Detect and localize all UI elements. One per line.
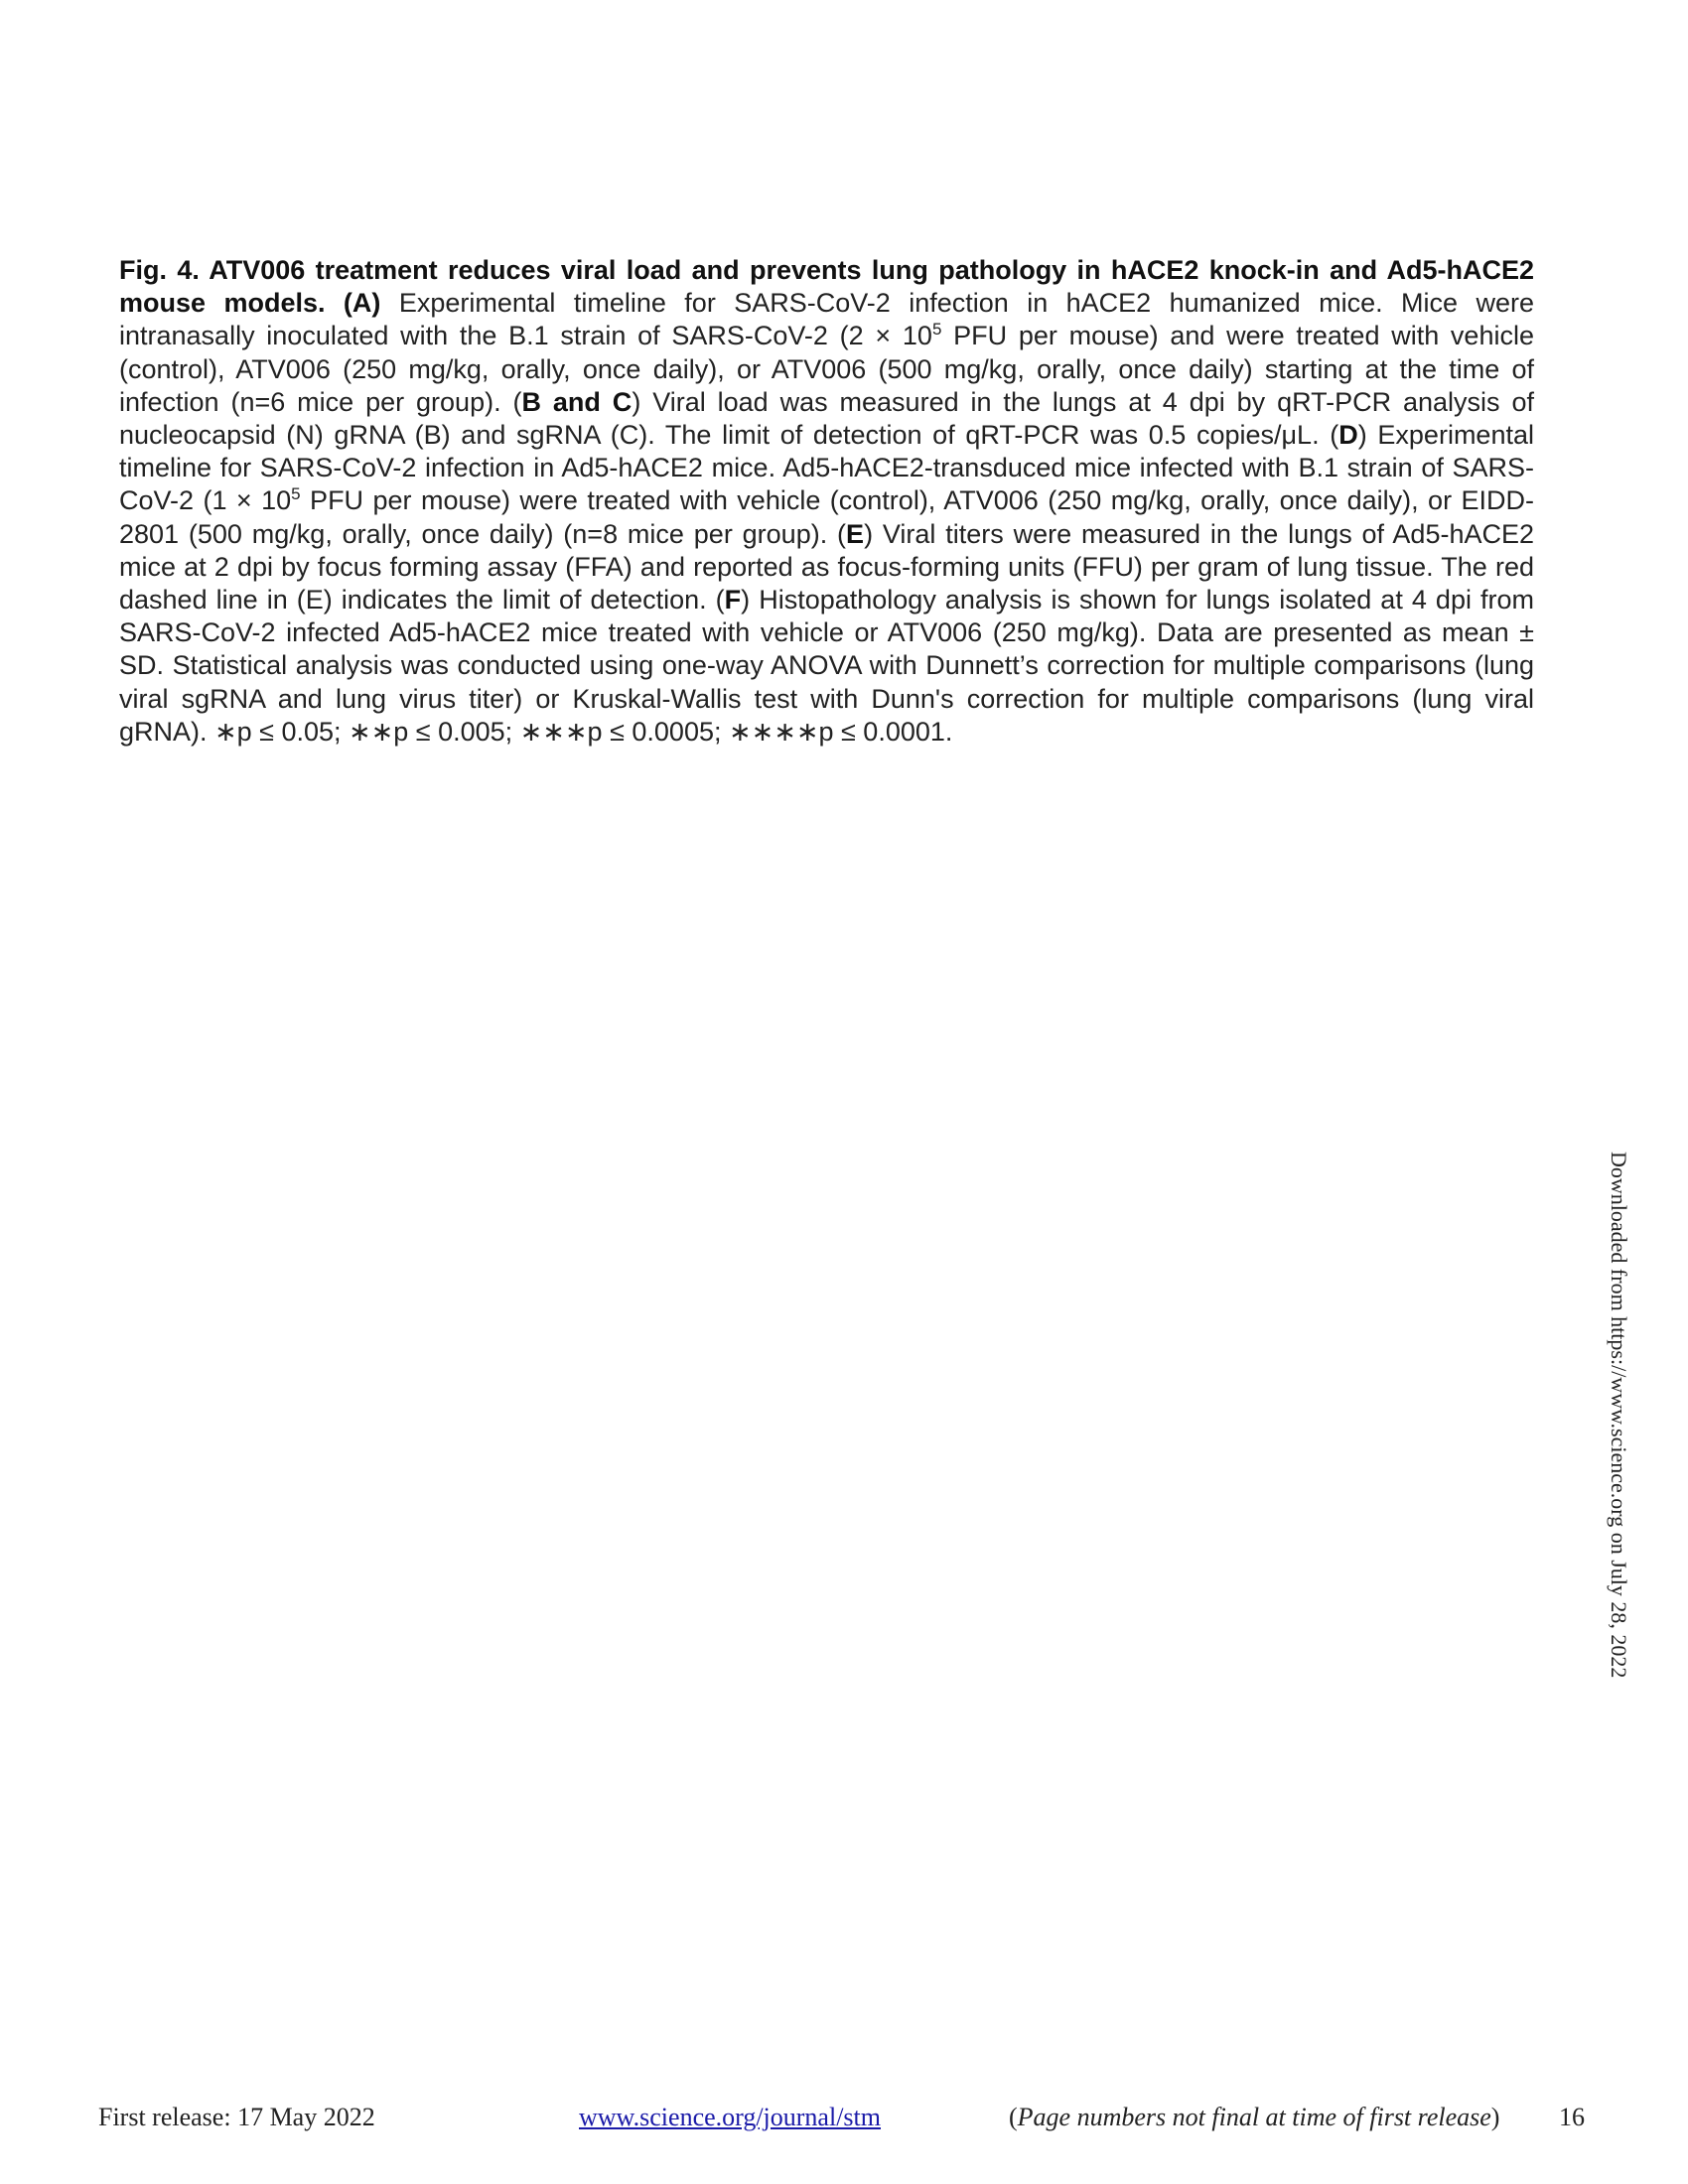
- caption-text-e: ) Viral titers were measured in the lungs of Ad5-hACE2 mice at 2 dpi by focus forming assay (FFA) and reported as focus-forming units (FFU) per gram of lung tissue. The red dashed line in (E) indicates the limit of detection. (: [119, 518, 1534, 615]
- caption-text-bc: ) Viral load was measured in the lungs at 4 dpi by qRT-PCR analysis of nucleocapsid (N) gRNA (B) and sgRNA (C). The limit of detection of qRT-PCR was 0.5 copies/μL. (: [119, 386, 1534, 451]
- panel-bc-label: B and C: [521, 386, 633, 417]
- journal-link[interactable]: www.science.org/journal/stm: [579, 2103, 881, 2131]
- page-number: 16: [1559, 2103, 1585, 2131]
- first-release-date: First release: 17 May 2022: [98, 2103, 375, 2131]
- page-number-note: [1009, 2103, 1499, 2132]
- exponent-a: 5: [931, 320, 942, 340]
- panel-e-label: E: [846, 518, 865, 549]
- figure-title: Fig. 4. ATV006 treatment reduces viral load and prevents lung pathology in hACE2 knock-in and Ad5-hACE2 mouse models.: [119, 255, 1534, 319]
- caption-text-d2: PFU per mouse) were treated with vehicle (control), ATV006 (250 mg/kg, orally, once daily), or EIDD-2801 (500 mg/kg, orally, once daily) (n=8 mice per group). (: [119, 485, 1534, 549]
- panel-f-label: F: [724, 585, 742, 615]
- download-watermark: Downloaded from https://www.science.org on July 28, 2022: [1607, 1152, 1631, 1679]
- page-footer: [0, 2103, 1688, 2142]
- note-text: Page numbers not final at time of first release: [1017, 2103, 1491, 2131]
- caption-text-a1: Experimental timeline for SARS-CoV-2 infection in hACE2 humanized mice. Mice were intranasally inoculated with the B.1 strain of SARS-CoV-2 (2 × 10: [119, 288, 1534, 351]
- caption-text-a2: PFU per mouse) and were treated with vehicle (control), ATV006 (250 mg/kg, orally, once daily), or ATV006 (500 mg/kg, orally, once daily) starting at the time of infection (n=6 mice per group). (: [119, 321, 1534, 417]
- panel-d-label: D: [1338, 420, 1358, 451]
- note-paren-open: (: [1009, 2103, 1018, 2131]
- caption-text-d1: ) Experimental timeline for SARS-CoV-2 infection in Ad5-hACE2 mice. Ad5-hACE2-transduced mice infected with B.1 strain of SARS-CoV-2 (1 × 10: [119, 420, 1534, 516]
- figure-caption: [119, 254, 1534, 749]
- exponent-d: 5: [291, 484, 301, 504]
- caption-text-f: ) Histopathology analysis is shown for lungs isolated at 4 dpi from SARS-CoV-2 infected Ad5-hACE2 mice treated with vehicle or ATV006 (250 mg/kg). Data are presented as mean ± SD. Statistical analysis was conducted using one-way ANOVA with Dunnett’s correction for multiple comparisons (lung viral sgRNA and lung virus titer) or Kruskal-Wallis test with Dunn's correction for multiple comparisons (lung viral gRNA). ∗p ≤ 0.05; ∗∗p ≤ 0.005; ∗∗∗p ≤ 0.0005; ∗∗∗∗p ≤ 0.0001.: [119, 585, 1534, 747]
- note-paren-close: ): [1490, 2103, 1500, 2131]
- panel-a-label: (A): [343, 288, 381, 319]
